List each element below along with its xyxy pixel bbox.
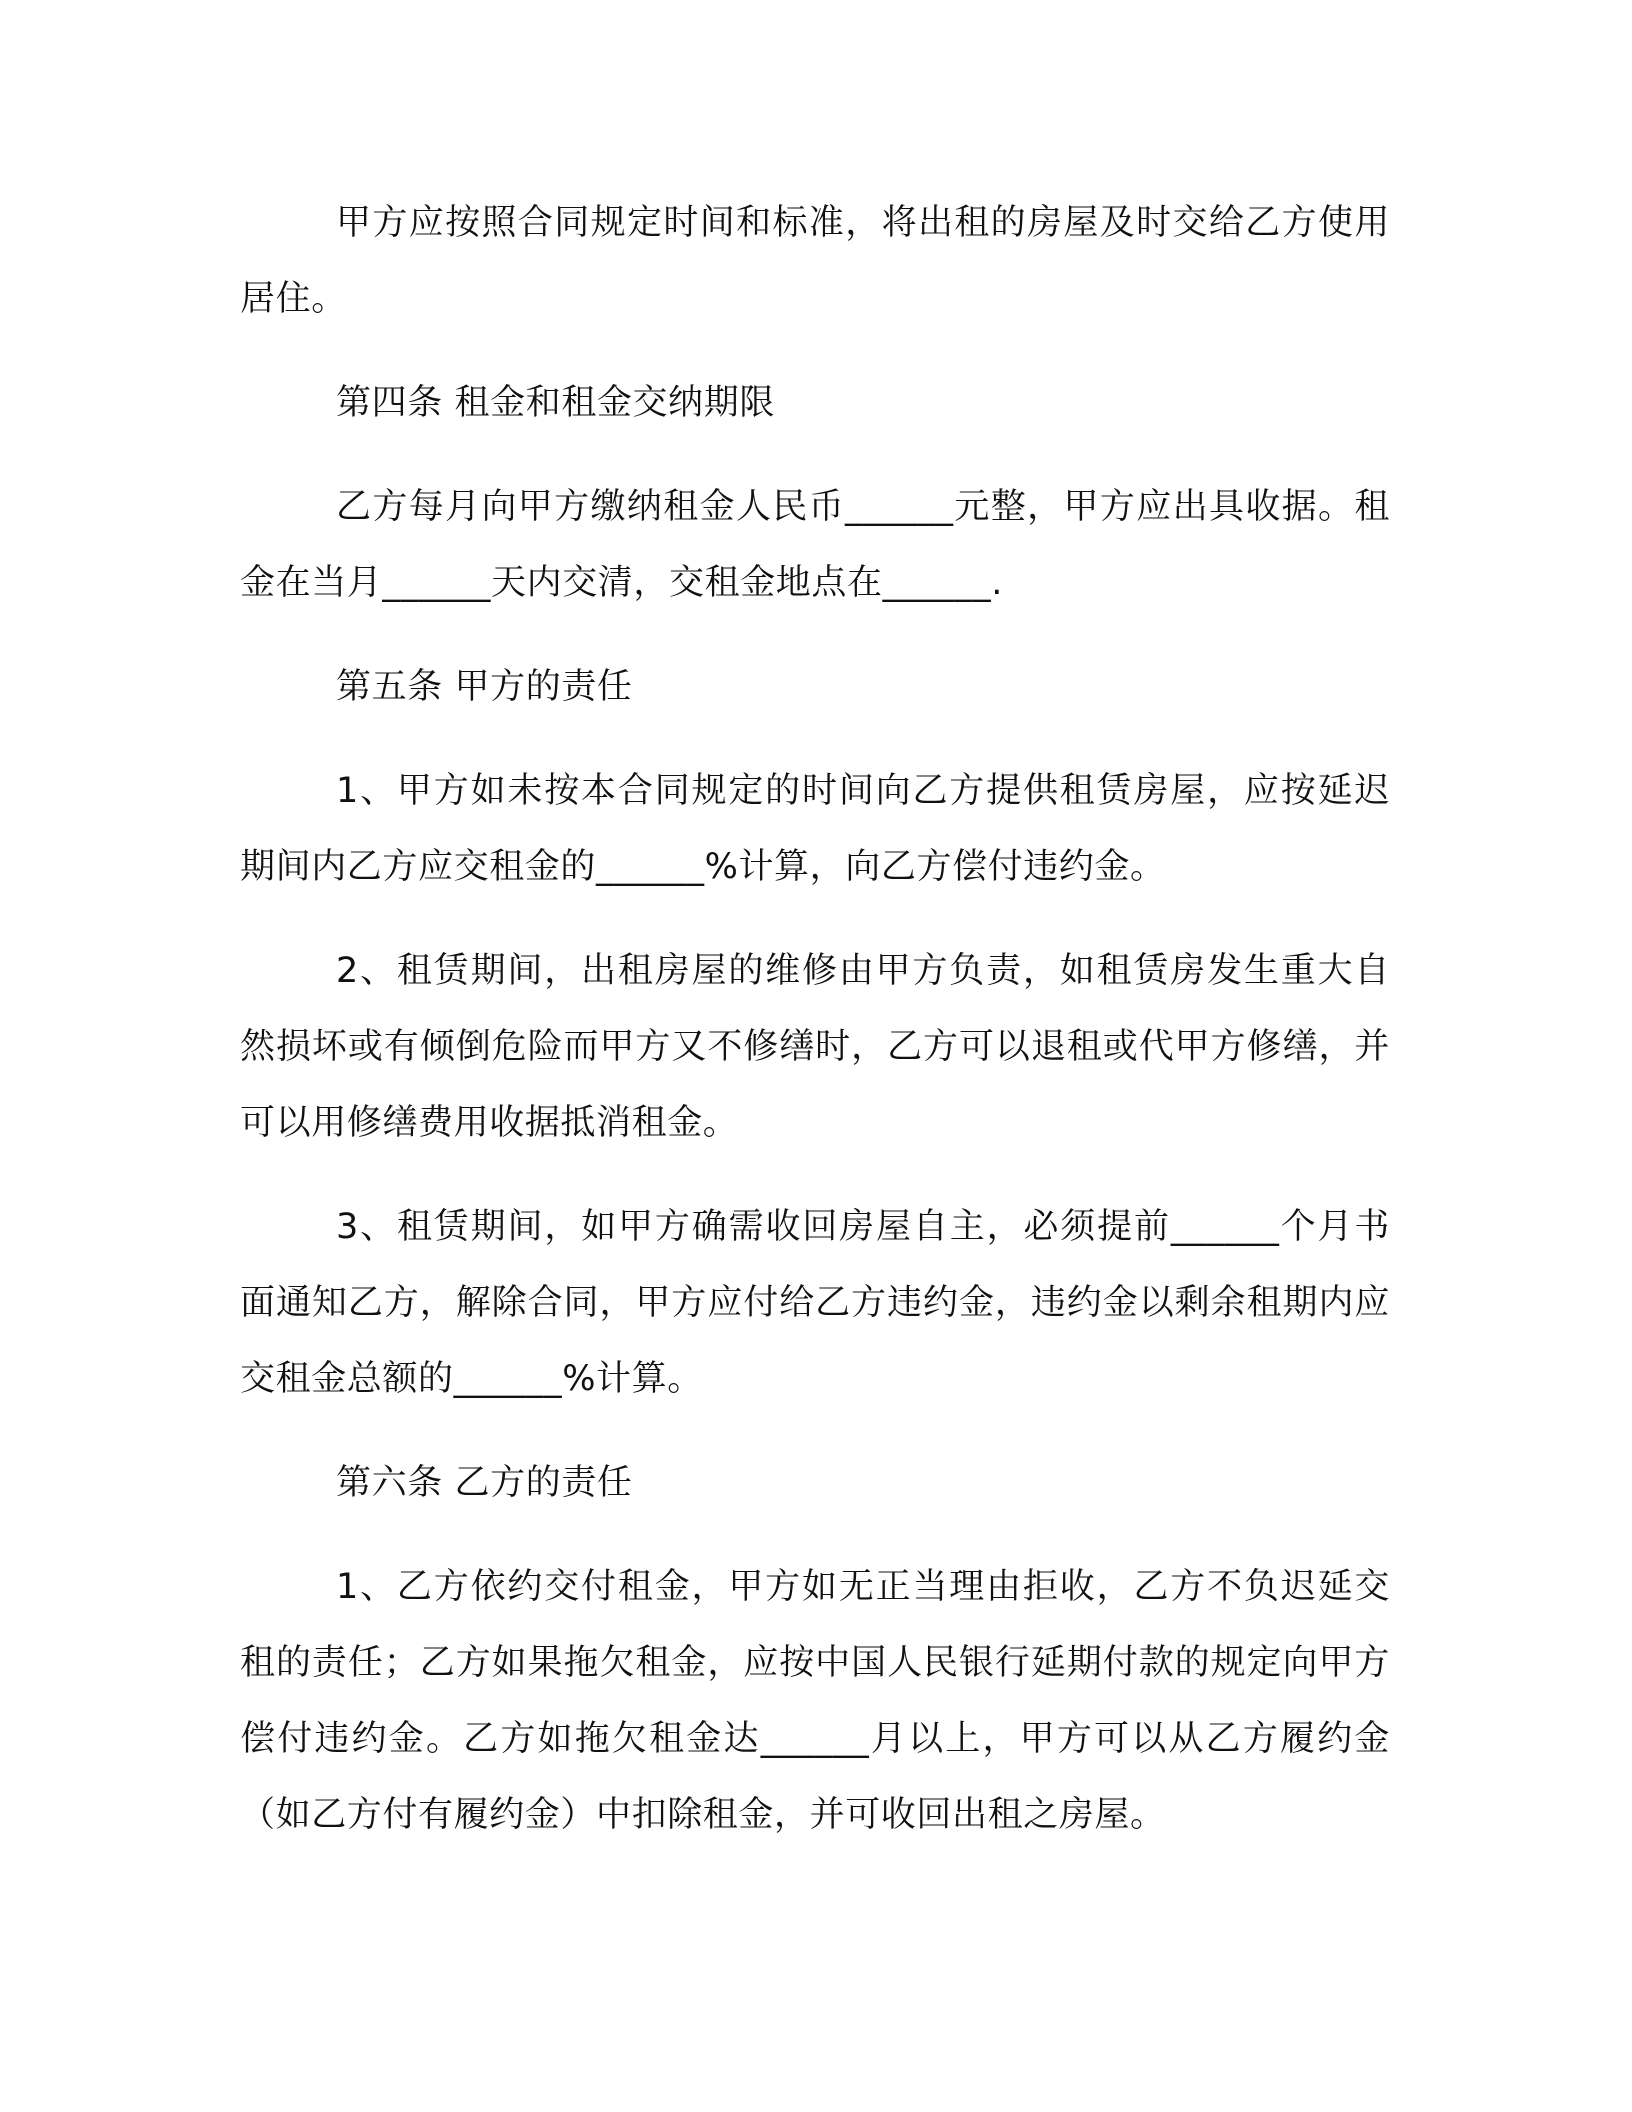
paragraph-party-a-clause-2: 2、租赁期间，出租房屋的维修由甲方负责，如租赁房发生重大自然损坏或有倾倒危险而甲方又不修缮时，乙方可以退租或代甲方修缮，并可以用修缮费用收据抵消租金。 xyxy=(240,951,1390,1143)
paragraph-party-b-clause-1: 1、乙方依约交付租金，甲方如无正当理由拒收，乙方不负迟延交租的责任；乙方如果拖欠租金，应按中国人民银行延期付款的规定向甲方偿付违约金。乙方如拖欠租金达______月以上，甲方可以从乙方履约金（如乙方付有履约金）中扣除租金，并可收回出租之房屋。 xyxy=(240,1567,1390,1835)
article-4-heading: 第四条 租金和租金交纳期限 xyxy=(336,383,775,423)
paragraph-party-a-clause-1: 1、甲方如未按本合同规定的时间向乙方提供租赁房屋，应按延迟期间内乙方应交租金的______%计算，向乙方偿付违约金。 xyxy=(240,771,1390,887)
document-body xyxy=(240,185,1390,1881)
paragraph-delivery: 甲方应按照合同规定时间和标准，将出租的房屋及时交给乙方使用居住。 xyxy=(240,203,1390,319)
article-5-heading: 第五条 甲方的责任 xyxy=(336,667,633,707)
article-6-heading: 第六条 乙方的责任 xyxy=(336,1463,633,1503)
paragraph-party-a-clause-3: 3、租赁期间，如甲方确需收回房屋自主，必须提前______个月书面通知乙方，解除合同，甲方应付给乙方违约金，违约金以剩余租期内应交租金总额的______%计算。 xyxy=(240,1207,1390,1399)
paragraph-rent-payment: 乙方每月向甲方缴纳租金人民币______元整，甲方应出具收据。租金在当月______天内交清，交租金地点在______. xyxy=(240,487,1390,603)
